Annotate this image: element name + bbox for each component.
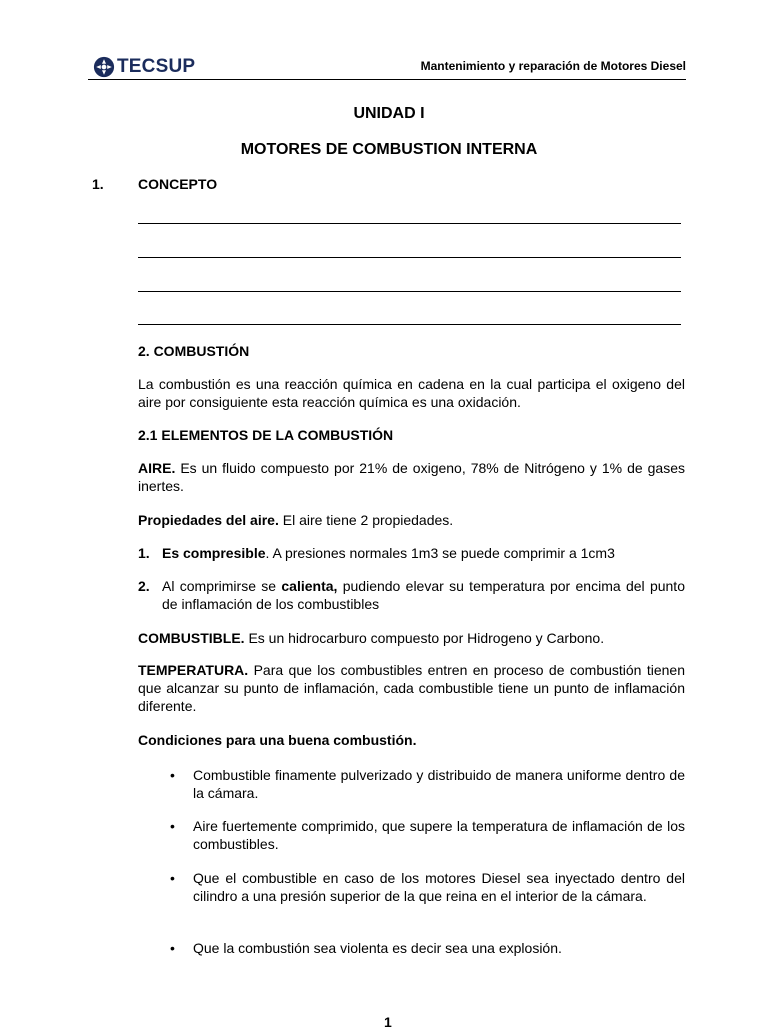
section-1-number: 1. xyxy=(92,176,104,192)
logo-text: TECSUP xyxy=(117,56,196,77)
section-2-1-title: 2.1 ELEMENTOS DE LA COMBUSTIÓN xyxy=(138,427,394,443)
section-2-paragraph: La combustión es una reacción química en cadena en la cual participa el oxigeno del aire por consiguiente esta reacción química es una oxidación. xyxy=(138,376,685,410)
temperatura-paragraph: TEMPERATURA. Para que los combustibles entren en proceso de combustión tienen que alcanzar su punto de inflamación, cada combustible tiene un punto de inflamación diferente. xyxy=(138,662,685,714)
answer-line-2 xyxy=(138,257,681,258)
condition-bullet-1: • Combustible finamente pulverizado y distribuido de manera uniforme dentro de la cámara. xyxy=(170,767,685,801)
answer-line-3 xyxy=(138,291,681,292)
property-item-2: 2. Al comprimirse se calienta, pudiendo elevar su temperatura por encima del punto de inflamación de los combustibles xyxy=(138,578,685,612)
answer-line-4 xyxy=(138,324,681,325)
aire-paragraph: AIRE. Es un fluido compuesto por 21% de oxigeno, 78% de Nitrógeno y 1% de gases inertes. xyxy=(138,460,685,494)
answer-line-1 xyxy=(138,223,681,224)
property-item-1: 1. Es compresible. A presiones normales 1m3 se puede comprimir a 1cm3 xyxy=(138,545,615,561)
unit-title: UNIDAD I xyxy=(353,105,425,122)
section-1-title: CONCEPTO xyxy=(138,176,218,192)
tecsup-logo-icon xyxy=(93,56,115,78)
header-divider xyxy=(88,79,686,80)
combustible-paragraph: COMBUSTIBLE. Es un hidrocarburo compuesto por Hidrogeno y Carbono. xyxy=(138,630,605,646)
section-2-title: 2. COMBUSTIÓN xyxy=(138,343,250,359)
condition-bullet-2: • Aire fuertemente comprimido, que supere la temperatura de inflamación de los combustibles. xyxy=(170,818,685,852)
propiedades-paragraph: Propiedades del aire. El aire tiene 2 propiedades. xyxy=(138,512,454,528)
tecsup-logo xyxy=(93,56,195,78)
main-title: MOTORES DE COMBUSTION INTERNA xyxy=(240,141,538,158)
header-doc-title: Mantenimiento y reparación de Motores Diesel xyxy=(420,59,686,73)
page-number: 1 xyxy=(384,1014,392,1030)
condition-bullet-4: • Que la combustión sea violenta es decir sea una explosión. xyxy=(170,940,562,956)
condition-bullet-3: • Que el combustible en caso de los motores Diesel sea inyectado dentro del cilindro a una presión superior de la que reina en el interior de la cámara. xyxy=(170,870,685,904)
conditions-title: Condiciones para una buena combustión. xyxy=(138,732,417,748)
